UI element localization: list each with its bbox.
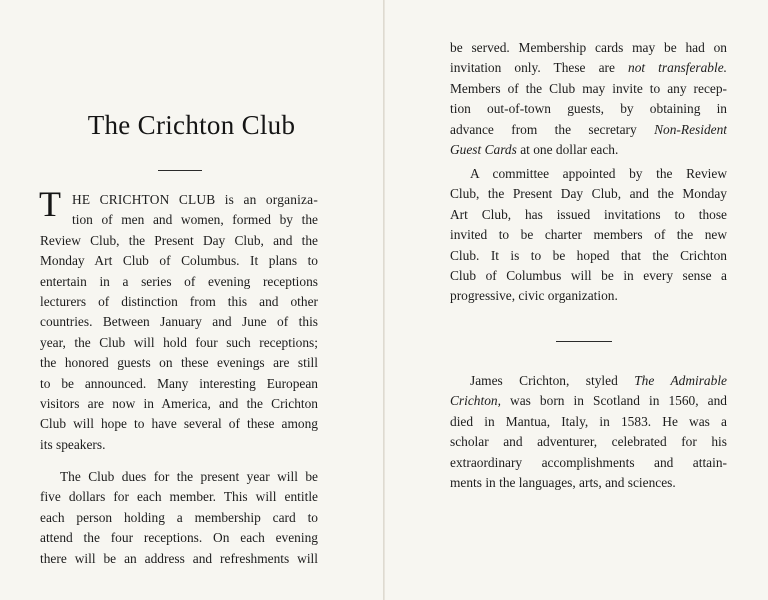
- text-line: Guest Cards at one dollar each.: [450, 142, 619, 158]
- text-line: lecturers of distinction from this and other: [40, 294, 318, 310]
- emphasis-text: Crichton,: [450, 393, 501, 409]
- text-line: tion of men and women, formed by the: [72, 212, 318, 228]
- text-line: invitation only. These are not transferable.: [450, 60, 727, 76]
- text-line: Club will hope to have several of these among: [40, 416, 318, 432]
- text-line: invited to be charter members of the new: [450, 227, 727, 243]
- text-line: its speakers.: [40, 436, 106, 452]
- text-line: be served. Membership cards may be had on: [450, 40, 727, 55]
- text-line: to be announced. Many interesting European: [40, 375, 318, 391]
- text-line: The Club dues for the present year will be: [60, 469, 318, 484]
- text-line: Club. It is to be hoped that the Crichton: [450, 247, 727, 263]
- text-line: A committee appointed by the Review: [470, 166, 727, 181]
- text-line: advance from the secretary Non-Resident: [450, 121, 727, 137]
- emphasis-text: The Admirable: [634, 373, 727, 388]
- emphasis-text: Guest Cards: [450, 142, 517, 158]
- text-line: five dollars for each member. This will entitle: [40, 489, 318, 505]
- text-line: extraordinary accomplishments and attain-: [450, 454, 727, 470]
- text-line: Crichton, was born in Scotland in 1560, and: [450, 393, 727, 409]
- text-line: Club of Columbus will be in every sense a: [450, 268, 727, 284]
- text-line: ments in the languages, arts, and sciences.: [450, 475, 676, 491]
- crichton-note-paragraph: [450, 371, 727, 493]
- left-page: [0, 0, 383, 600]
- drop-cap: T: [39, 184, 61, 224]
- emphasis-text: Non-Resident: [654, 121, 727, 137]
- text-line: Members of the Club may invite to any recep-: [450, 80, 727, 96]
- text-line: attend the four receptions. On each evening: [40, 530, 318, 546]
- text-line: Art Club, has issued invitations to those: [450, 206, 727, 222]
- text-line: progressive, civic organization.: [450, 288, 618, 304]
- text-line: died in Mantua, Italy, in 1583. He was a: [450, 413, 727, 429]
- text-line: scholar and adventurer, celebrated for his: [450, 434, 727, 450]
- text-line: visitors are now in America, and the Crichton: [40, 396, 318, 412]
- text-line: countries. Between January and June of this: [40, 314, 318, 330]
- text-line: each person holding a membership card to: [40, 509, 318, 525]
- section-rule: [556, 341, 612, 342]
- text-line: HE CRICHTON CLUB is an organiza-: [72, 192, 318, 207]
- intro-paragraph: [39, 184, 318, 455]
- committee-paragraph: [450, 164, 727, 307]
- text-line: the honored guests on these evenings are still: [40, 355, 318, 371]
- text-line: Review Club, the Present Day Club, and the: [40, 232, 318, 248]
- emphasis-text: not transferable.: [628, 60, 727, 76]
- membership-paragraph: [450, 38, 727, 160]
- title-rule: [158, 170, 202, 171]
- text-line: tion out-of-town guests, by obtaining in: [450, 101, 727, 117]
- text-line: James Crichton, styled The Admirable: [470, 373, 727, 388]
- text-line: entertain in a series of evening receptions: [40, 273, 318, 289]
- page-title: The Crichton Club: [87, 110, 296, 140]
- dues-paragraph: [40, 467, 318, 569]
- text-line: Monday Art Club of Columbus. It plans to: [40, 253, 318, 269]
- text-line: Club, the Present Day Club, and the Monday: [450, 186, 727, 202]
- right-page: [385, 0, 768, 600]
- text-line: year, the Club will hold four such receptions;: [40, 334, 318, 350]
- text-line: there will be an address and refreshments will: [40, 550, 318, 566]
